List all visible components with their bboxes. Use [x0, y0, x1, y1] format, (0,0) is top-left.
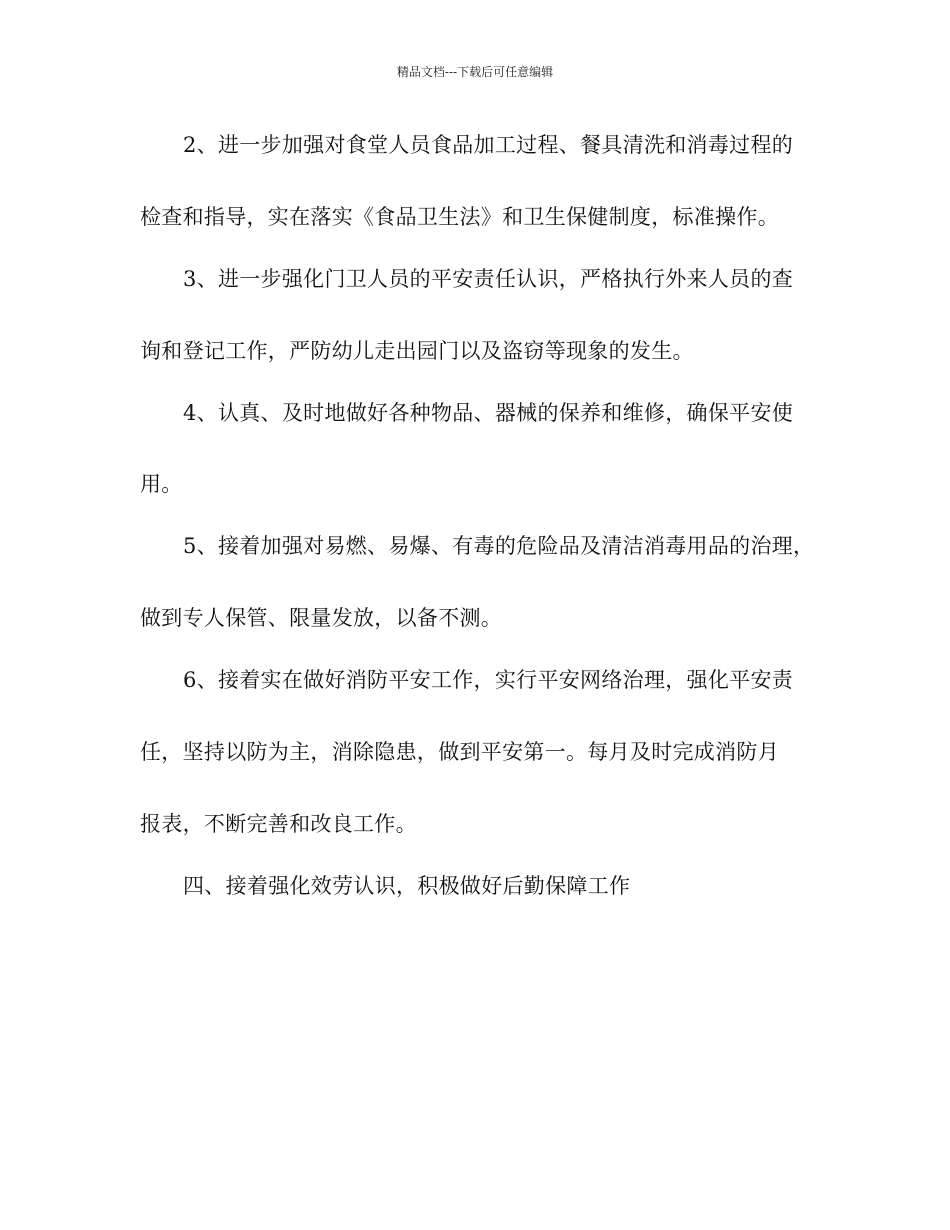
paragraph-line: 6、接着实在做好消防平安工作，实行平安网络治理，强化平安责 [183, 668, 794, 692]
paragraph-line: 检查和指导，实在落实《食品卫生法》和卫生保健制度，标准操作。 [140, 205, 779, 229]
paragraph-line: 3、进一步强化门卫人员的平安责任认识，严格执行外来人员的查 [183, 267, 794, 291]
paragraph-line: 询和登记工作，严防幼儿走出园门以及盗窃等现象的发生。 [140, 339, 694, 363]
paragraph-line: 2、进一步加强对食堂人员食品加工过程、餐具清洗和消毒过程的 [183, 133, 794, 157]
paragraph-line: 4、认真、及时地做好各种物品、器械的保养和维修，确保平安使 [183, 401, 794, 425]
paragraph-line: 报表，不断完善和改良工作。 [140, 812, 417, 836]
paragraph-line: 做到专人保管、限量发放，以备不测。 [140, 606, 503, 630]
paragraph-line: 任，坚持以防为主，消除隐患，做到平安第一。每月及时完成消防月 [140, 740, 779, 764]
paragraph-line: 5、接着加强对易燃、易爆、有毒的危险品及清洁消毒用品的治理， [183, 534, 815, 558]
paragraph-line: 用。 [140, 472, 183, 496]
page-header: 精品文档---下载后可任意编辑 [396, 65, 554, 79]
paragraph-line: 四、接着强化效劳认识，积极做好后勤保障工作 [183, 874, 631, 898]
